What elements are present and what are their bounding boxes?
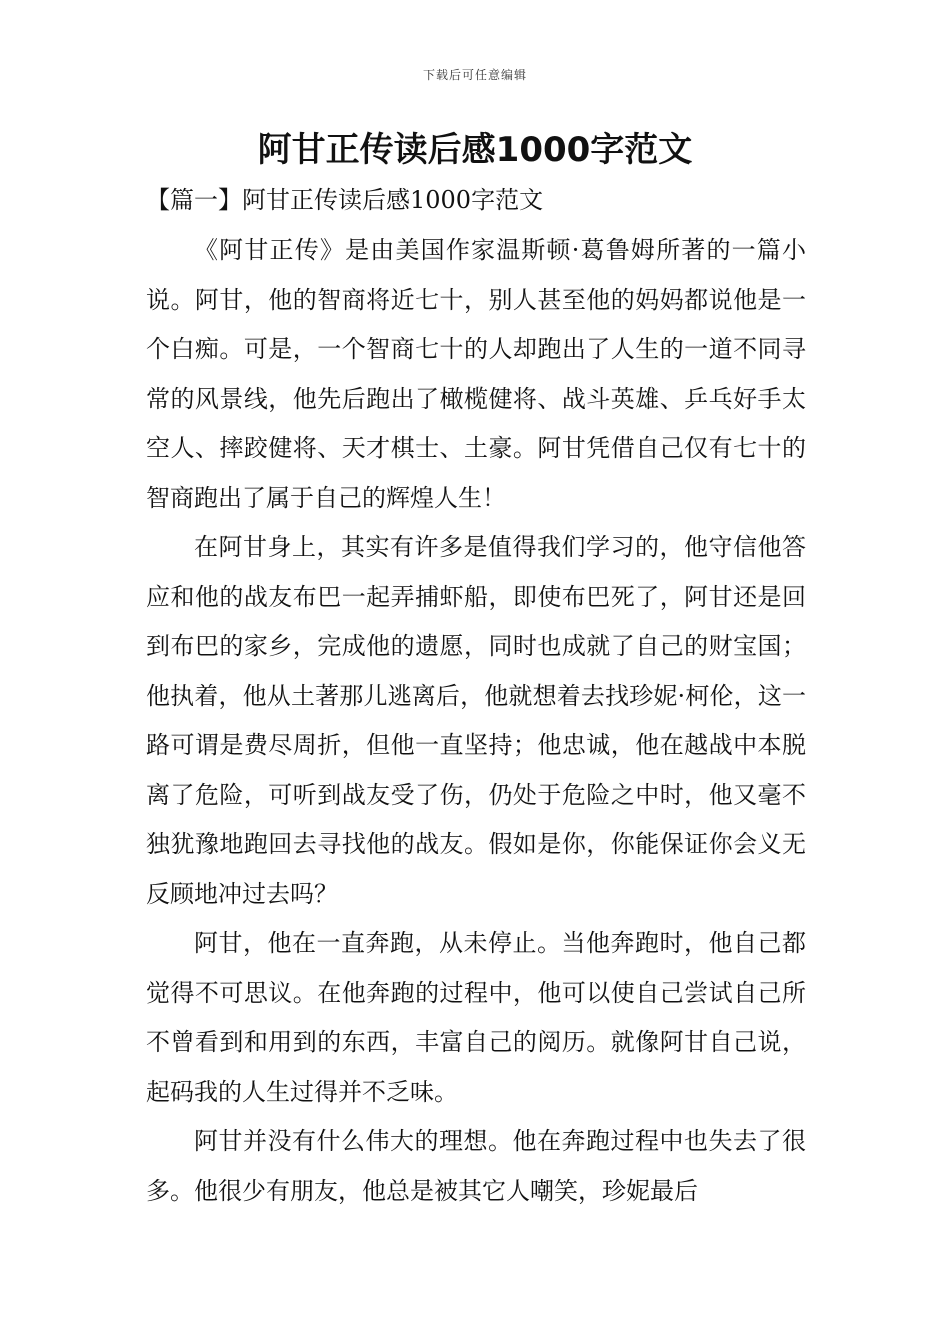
paragraph: 在阿甘身上，其实有许多是值得我们学习的，他守信他答应和他的战友布巴一起弄捕虾船，即使布巴死了，阿甘还是回到布巴的家乡，完成他的遗愿，同时也成就了自己的财宝国；他执着，他从土著那儿逃离后，他就想着去找珍妮·柯伦，这一路可谓是费尽周折，但他一直坚持；他忠诚，他在越战中本脱离了危险，可听到战友受了伤，仍处于危险之中时，他又毫不独犹豫地跑回去寻找他的战友。假如是你，你能保证你会义无反顾地冲过去吗？ bbox=[146, 533, 806, 908]
page-header-note: 下载后可任意编辑 bbox=[422, 68, 527, 82]
document-body bbox=[146, 226, 806, 1216]
paragraph: 《阿甘正传》是由美国作家温斯顿·葛鲁姆所著的一篇小说。阿甘，他的智商将近七十，别人甚至他的妈妈都说他是一个白痴。可是，一个智商七十的人却跑出了人生的一道不同寻常的风景线，他先后跑出了橄榄健将、战斗英雄、乒乓好手太空人、摔跤健将、天才棋士、土豪。阿甘凭借自己仅有七十的智商跑出了属于自己的辉煌人生！ bbox=[146, 236, 806, 512]
paragraph: 阿甘，他在一直奔跑，从未停止。当他奔跑时，他自己都觉得不可思议。在他奔跑的过程中，他可以使自己尝试自己所不曾看到和用到的东西，丰富自己的阅历。就像阿甘自己说，起码我的人生过得并不乏味。 bbox=[146, 929, 806, 1106]
paragraph: 阿甘并没有什么伟大的理想。他在奔跑过程中也失去了很多。他很少有朋友，他总是被其它人嘲笑，珍妮最后 bbox=[146, 1127, 806, 1205]
section-heading: 【篇一】阿甘正传读后感1000字范文 bbox=[146, 186, 544, 214]
document-title: 阿甘正传读后感1000字范文 bbox=[257, 130, 693, 170]
